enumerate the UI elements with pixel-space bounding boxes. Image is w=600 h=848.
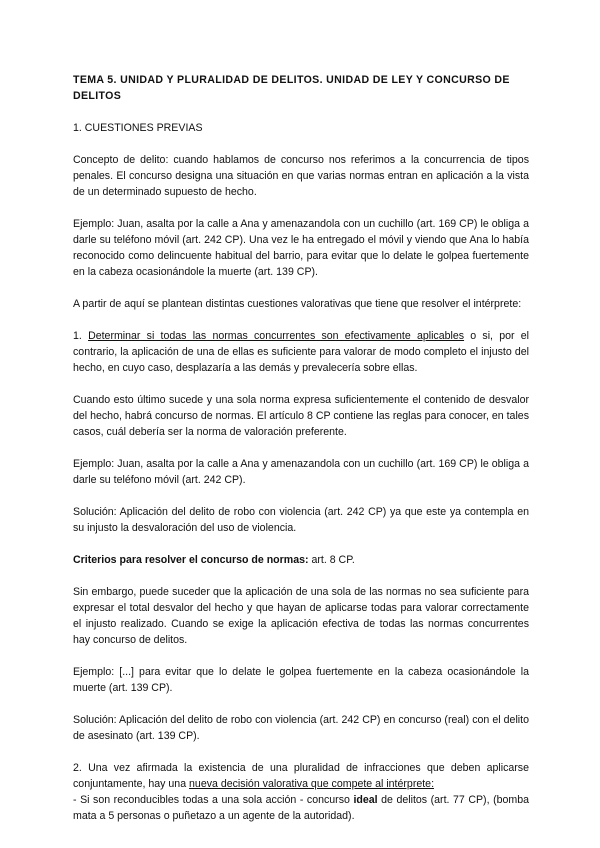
paragraph-questions-intro: A partir de aquí se plantean distintas cuestiones valorativas que tiene que resolver el intérprete: [73,298,522,310]
point-2-underlined: nueva decisión valorativa que compete al intérprete: [189,778,435,790]
point-2-ideal-bold: ideal [353,794,378,806]
criterios-rest: art. 8 CP. [308,554,355,566]
paragraph-example-3: Ejemplo: [...] para evitar que lo delate le golpea fuertemente en la cabeza ocasionándole la muerte (art. 139 CP). [73,666,529,694]
paragraph-example-1: Ejemplo: Juan, asalta por la calle a Ana y amenazandola con un cuchillo (art. 169 CP) le obliga a darle su teléfono móvil (art. 242 CP). Una vez le ha entregado el móvil y viendo que Ana lo había reconocido como delincuente habitual del barrio, para evitar que lo delate le golpea fuertemente en la cabeza ocasionándole la muerte (art. 139 CP). [73,218,529,278]
criterios-bold: Criterios para resolver el concurso de normas: [73,554,309,566]
paragraph-example-2: Ejemplo: Juan, asalta por la calle a Ana y amenazandola con un cuchillo (art. 169 CP) le obliga a darle su teléfono móvil (art. 242 CP). [73,458,529,486]
document-title: TEMA 5. UNIDAD Y PLURALIDAD DE DELITOS. UNIDAD DE LEY Y CONCURSO DE DELITOS [73,74,510,102]
paragraph-concurso-delitos: Sin embargo, puede suceder que la aplicación de una sola de las normas no sea suficiente para expresar el total desvalor del hecho y que hayan de aplicarse todas para valorar correctamente el injusto realizado. Cuando se exige la aplicación efectiva de todas las normas concurrentes hay concurso de delitos. [73,586,529,646]
point-1-prefix: 1. [73,330,89,342]
paragraph-point-2 [73,760,529,824]
paragraph-solution-2: Solución: Aplicación del delito de robo con violencia (art. 242 CP) en concurso (real) con el delito de asesinato (art. 139 CP). [73,714,529,742]
paragraph-concurso-normas: Cuando esto último sucede y una sola norma expresa suficientemente el contenido de desvalor del hecho, habrá concurso de normas. El artículo 8 CP contiene las reglas para conocer, en tales casos, cuál debería ser la norma de valoración preferente. [73,394,529,438]
section-heading: 1. CUESTIONES PREVIAS [73,122,203,134]
paragraph-criterios [73,552,529,568]
point-2-lead: 2. Una vez afirmada la existencia de una pluralidad de infracciones que deben aplicarse conjuntamente, hay una [73,762,529,790]
point-1-underlined: Determinar si todas las normas concurrentes son efectivamente aplicables [88,330,465,342]
point-2-line2-pre: - Si son reconducibles todas a una sola acción - concurso [73,794,354,806]
paragraph-solution-1: Solución: Aplicación del delito de robo con violencia (art. 242 CP) ya que este ya contempla en su injusto la desvaloración del uso de violencia. [73,506,529,534]
paragraph-point-1 [73,328,529,376]
paragraph-concept: Concepto de delito: cuando hablamos de concurso nos referimos a la concurrencia de tipos penales. El concurso designa una situación en que varias normas entran en aplicación a la vista de un determinado supuesto de hecho. [73,154,529,198]
point-2-line2-post: de delitos (art. 77 CP), (bomba mata a 5 personas o puñetazo a un agente de la autoridad). [73,794,529,822]
point-1-rest: o si, por el contrario, la aplicación de una de ellas es suficiente para valorar de modo completo el injusto del hecho, en cuyo caso, desplazaría a las demás y prevalecería sobre ellas. [73,330,529,374]
